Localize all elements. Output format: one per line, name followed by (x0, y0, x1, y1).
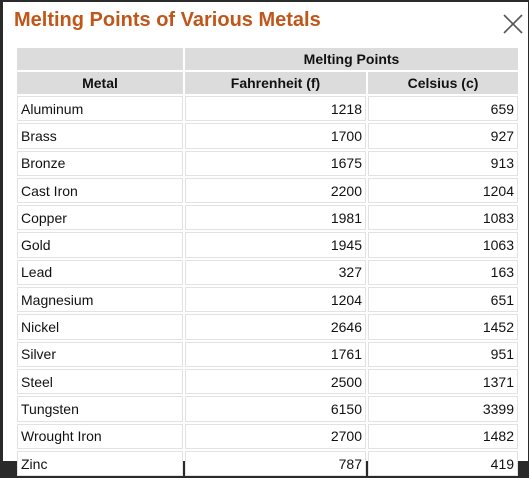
celsius-cell: 1083 (368, 205, 518, 230)
celsius-cell: 3399 (368, 396, 518, 421)
table-body (17, 96, 518, 476)
celsius-cell: 1204 (368, 178, 518, 203)
metal-cell: Silver (17, 342, 183, 367)
metal-cell: Magnesium (17, 287, 183, 312)
metal-cell: Wrought Iron (17, 424, 183, 449)
metal-cell: Aluminum (17, 96, 183, 121)
celsius-cell: 1482 (368, 424, 518, 449)
fahrenheit-cell: 787 (185, 451, 366, 476)
fahrenheit-cell: 1981 (185, 205, 366, 230)
celsius-cell: 1063 (368, 232, 518, 257)
melting-points-dialog (3, 2, 528, 472)
fahrenheit-cell: 1675 (185, 151, 366, 176)
celsius-cell: 1371 (368, 369, 518, 394)
fahrenheit-cell: 2500 (185, 369, 366, 394)
fahrenheit-cell: 1761 (185, 342, 366, 367)
table-row (17, 178, 518, 203)
fahrenheit-cell: 1945 (185, 232, 366, 257)
celsius-cell: 651 (368, 287, 518, 312)
fahrenheit-cell: 6150 (185, 396, 366, 421)
table-row (17, 342, 518, 367)
table-row (17, 151, 518, 176)
fahrenheit-cell: 1204 (185, 287, 366, 312)
fahrenheit-cell: 2700 (185, 424, 366, 449)
dialog-title: Melting Points of Various Metals (14, 9, 321, 31)
table-row (17, 232, 518, 257)
fahrenheit-cell: 1218 (185, 96, 366, 121)
table-row (17, 260, 518, 285)
column-header-metal: Metal (17, 72, 183, 94)
table-row (17, 396, 518, 421)
table-row (17, 287, 518, 312)
column-header-celsius: Celsius (c) (368, 72, 518, 94)
metal-cell: Zinc (17, 451, 183, 476)
close-icon[interactable] (501, 12, 525, 36)
metal-cell: Gold (17, 232, 183, 257)
melting-points-table (15, 46, 520, 478)
metal-cell: Copper (17, 205, 183, 230)
celsius-cell: 951 (368, 342, 518, 367)
celsius-cell: 927 (368, 123, 518, 148)
metal-cell: Brass (17, 123, 183, 148)
metal-cell: Tungsten (17, 396, 183, 421)
fahrenheit-cell: 1700 (185, 123, 366, 148)
table-row (17, 96, 518, 121)
metal-cell: Lead (17, 260, 183, 285)
celsius-cell: 419 (368, 451, 518, 476)
table-row (17, 451, 518, 476)
celsius-cell: 163 (368, 260, 518, 285)
header-blank-cell (17, 48, 183, 70)
celsius-cell: 913 (368, 151, 518, 176)
table-row (17, 205, 518, 230)
metal-cell: Cast Iron (17, 178, 183, 203)
column-header-fahrenheit: Fahrenheit (f) (185, 72, 366, 94)
header-row-group (17, 48, 518, 70)
table-row (17, 369, 518, 394)
table-row (17, 314, 518, 339)
celsius-cell: 659 (368, 96, 518, 121)
metal-cell: Bronze (17, 151, 183, 176)
metal-cell: Steel (17, 369, 183, 394)
fahrenheit-cell: 2200 (185, 178, 366, 203)
header-row-columns (17, 72, 518, 94)
metal-cell: Nickel (17, 314, 183, 339)
table-row (17, 424, 518, 449)
group-header-melting-points: Melting Points (185, 48, 518, 70)
table-row (17, 123, 518, 148)
fahrenheit-cell: 2646 (185, 314, 366, 339)
fahrenheit-cell: 327 (185, 260, 366, 285)
celsius-cell: 1452 (368, 314, 518, 339)
